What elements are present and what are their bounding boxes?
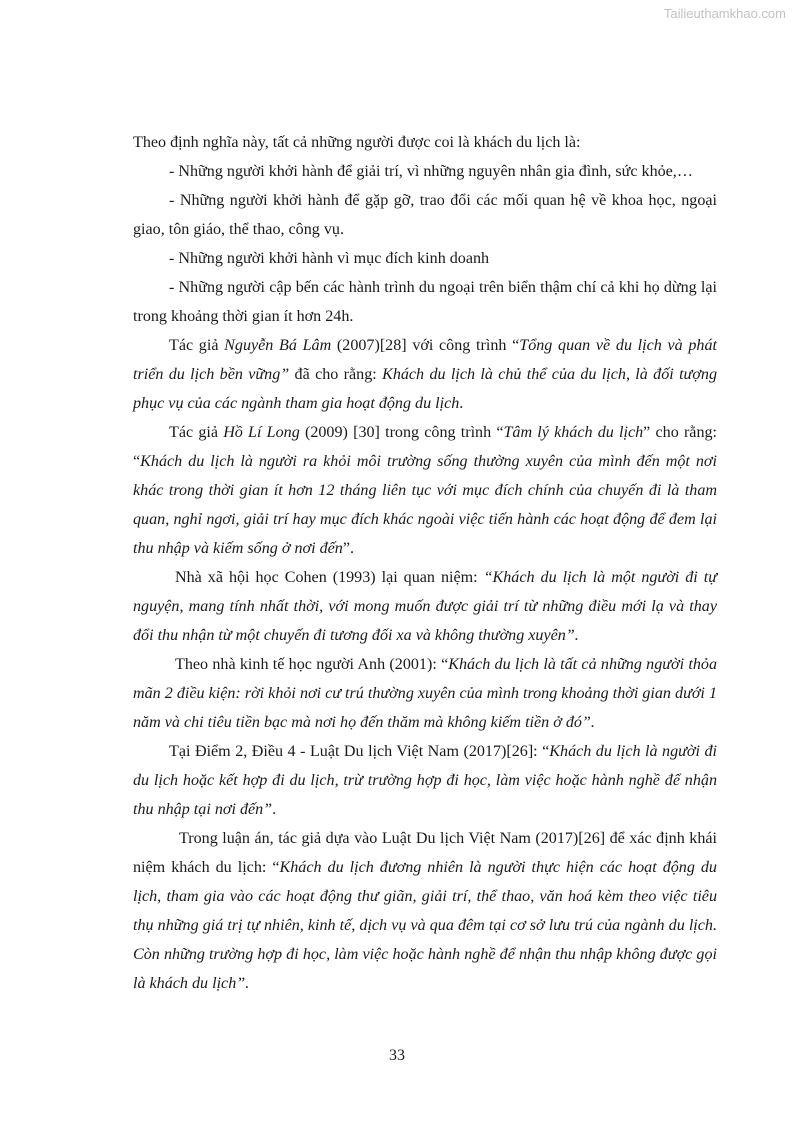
paragraph-list-item-3: - Những người khởi hành vì mục đích kinh doanh — [169, 250, 490, 267]
text-run: ”. — [342, 540, 354, 557]
text-run: ” cho rằng: “ — [133, 424, 718, 470]
text-run: Trong luận án, tác giả dựa vào Luật Du lịch Việt Nam (2017)[26] để xác định khái niệm khách du lịch: “ — [133, 830, 717, 876]
text-run: Tác giả — [169, 424, 224, 441]
author-name: Nguyễn Bá Lâm — [224, 337, 332, 354]
work-title: Tổng quan về du lịch và phát triển du lịch bền vững” — [133, 337, 717, 383]
quoted-definition: Khách du lịch đương nhiên là người thực hiện các hoạt động du lịch, tham gia vào các hoạt động thư giãn, giải trí, thể thao, văn hoá kèm theo việc tiêu thụ những giá trị tự nhiên, kinh tế, dịch vụ và qua đêm tại cơ sở lưu trú của ngành du lịch. Còn những trường hợp đi học, làm việc hoặc hành nghề để nhận thu nhập không được gọi là khách du lịch”. — [133, 859, 717, 992]
paragraph-cohen — [133, 563, 717, 650]
work-title: Tâm lý khách du lịch — [503, 424, 644, 441]
document-body — [133, 128, 717, 998]
quoted-definition: Khách du lịch là người đi du lịch hoặc kết hợp đi du lịch, trừ trường hợp đi học, làm việc hoặc hành nghề để nhận thu nhập tại nơi đến” — [133, 743, 717, 818]
paragraph-intro: Theo định nghĩa này, tất cả những người được coi là khách du lịch là: — [133, 134, 581, 151]
paragraph-economist — [133, 650, 717, 737]
paragraph-thesis-definition — [133, 824, 717, 998]
page-number: 33 — [389, 1047, 405, 1064]
text-run: . — [272, 801, 277, 818]
text-run: Tại Điểm 2, Điều 4 - Luật Du lịch Việt Nam (2017)[26]: “ — [169, 743, 550, 760]
quoted-definition: Khách du lịch là chủ thể của du lịch, là đối tượng phục vụ của các ngành tham gia hoạt động du lịch — [133, 366, 718, 412]
quoted-definition: Khách du lịch là người ra khỏi môi trường sống thường xuyên của mình đến một nơi khác trong thời gian ít hơn 12 tháng liên tục với mục đích chính của chuyến đi là tham quan, nghỉ ngơi, giải trí hay mục đích khác ngoài việc tiến hành các hoạt động để đem lại thu nhập và kiếm sống ở nơi đến — [133, 453, 717, 557]
paragraph-ho-li-long — [133, 418, 717, 563]
text-run: Theo nhà kinh tế học người Anh (2001): “ — [175, 656, 449, 673]
text-run: (2007)[28] với công trình “ — [331, 337, 520, 354]
quoted-definition: Khách du lịch là tất cả những người thỏa mãn 2 điều kiện: rời khỏi nơi cư trú thường xuyên của mình trong khoảng thời gian dưới 1 năm và chi tiêu tiền bạc mà nơi họ đến thăm mà không kiếm tiền ở đó”. — [133, 656, 717, 731]
paragraph-list-item-2: - Những người khởi hành để gặp gỡ, trao đổi các mối quan hệ về khoa học, ngoại giao, tôn giáo, thể thao, công vụ. — [133, 192, 717, 238]
paragraph-tourism-law — [133, 737, 717, 824]
text-run: Nhà xã hội học Cohen (1993) lại quan niệm: — [175, 569, 484, 586]
quoted-definition: “Khách du lịch là một người đi tự nguyện, mang tính nhất thời, với mong muốn được giải trí từ những điều mới lạ và thay đổi thu nhận từ một chuyến đi tương đối xa và không thường xuyên”. — [133, 569, 717, 644]
text-run: đã cho rằng: — [289, 366, 383, 383]
text-run: Tác giả — [169, 337, 225, 354]
watermark: Tailieuthamkhao.com — [663, 6, 786, 21]
paragraph-list-item-4: - Những người cập bến các hành trình du ngoại trên biển thậm chí cả khi họ dừng lại trong khoảng thời gian ít hơn 24h. — [133, 279, 717, 325]
author-name: Hồ Lí Long — [223, 424, 300, 441]
paragraph-nguyen-ba-lam — [133, 331, 717, 418]
text-run: . — [459, 395, 464, 412]
text-run: (2009) [30] trong công trình “ — [299, 424, 504, 441]
paragraph-list-item-1: - Những người khởi hành để giải trí, vì những nguyên nhân gia đình, sức khỏe,… — [169, 163, 693, 180]
